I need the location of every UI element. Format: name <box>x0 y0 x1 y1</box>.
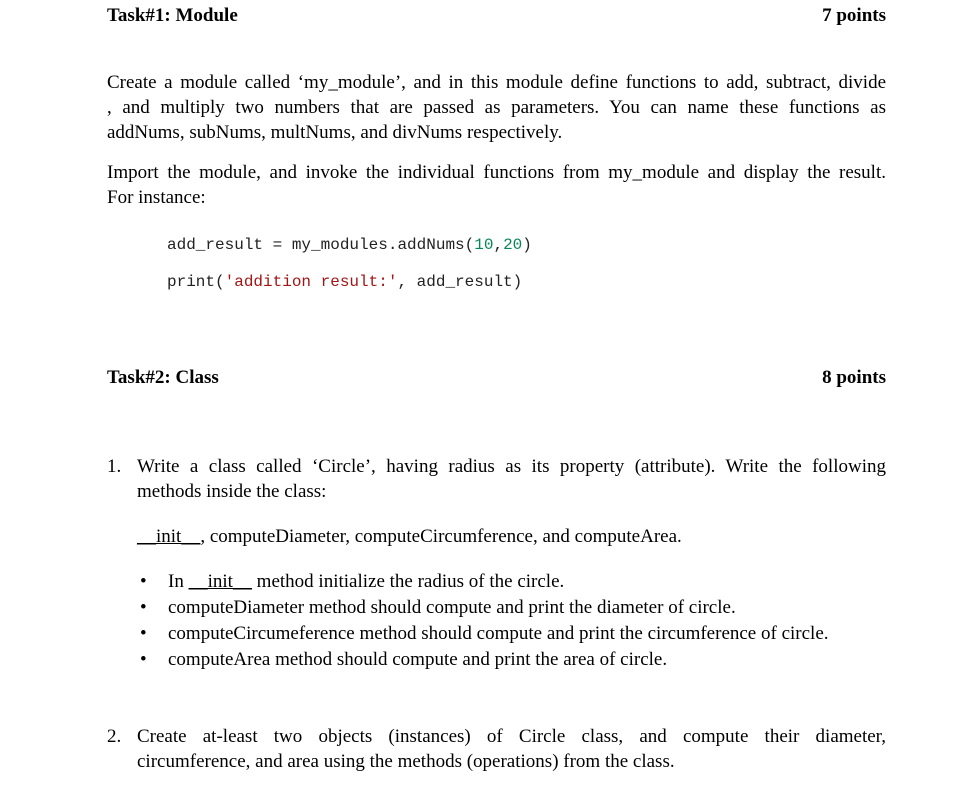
code-line-2 <box>167 272 522 292</box>
bullet-text: computeArea method should compute and print the area of circle. <box>168 649 668 670</box>
code-line-1 <box>167 235 532 255</box>
item1-number: 1. <box>107 456 122 477</box>
item2-line2: circumference, and area using the methods (operations) from the class. <box>137 751 675 772</box>
task1-instr-line1: Import the module, and invoke the individual functions from my_module and display the result. <box>107 162 886 183</box>
task2-title: Task#2: Class <box>107 367 219 388</box>
bullet-item <box>140 595 829 621</box>
task1-description <box>107 70 886 145</box>
code-string-literal: 'addition result:' <box>224 273 398 291</box>
bullet-item <box>140 621 829 647</box>
method-list-rest: , computeDiameter, computeCircumference, and computeArea. <box>200 526 682 547</box>
code-comma: , <box>493 236 504 254</box>
code-close-paren: ) <box>522 236 532 254</box>
bullet-text: In __init__ method initialize the radius of the circle. <box>168 571 565 592</box>
bullet-text: computeCircumeference method should compute and print the circumference of circle. <box>168 623 829 644</box>
item1-text <box>137 454 886 504</box>
task1-desc-line1: Create a module called ‘my_module’, and in this module define functions to add, subtract, divide <box>107 72 886 93</box>
task2-points: 8 points <box>822 367 886 388</box>
code-arg2: 20 <box>503 236 523 254</box>
method-list <box>137 524 682 549</box>
task1-instructions <box>107 160 886 210</box>
code-arg1: 10 <box>474 236 494 254</box>
bullet-text: computeDiameter method should compute and print the diameter of circle. <box>168 597 736 618</box>
bullet-item <box>140 569 829 595</box>
task1-desc-line3: addNums, subNums, multNums, and divNums respectively. <box>107 122 563 143</box>
item1-line2: methods inside the class: <box>137 481 327 502</box>
bullet-icon: • <box>140 597 147 618</box>
item2-text <box>137 724 886 774</box>
code-print-call: print( <box>167 273 225 291</box>
bullet-icon: • <box>140 571 147 592</box>
bullet-list <box>140 569 829 673</box>
item2-line1: Create at-least two objects (instances) of Circle class, and compute their diameter, <box>137 726 886 747</box>
task1-desc-line2: , and multiply two numbers that are passed as parameters. You can name these functions as <box>107 97 886 118</box>
task1-points: 7 points <box>822 5 886 26</box>
bullet-icon: • <box>140 623 147 644</box>
task1-title: Task#1: Module <box>107 5 238 26</box>
task1-instr-line2: For instance: <box>107 187 206 208</box>
bullet-item <box>140 647 829 673</box>
item2-number: 2. <box>107 726 122 747</box>
bullet-icon: • <box>140 649 147 670</box>
item1-line1: Write a class called ‘Circle’, having radius as its property (attribute). Write the following <box>137 456 886 477</box>
code-assign: add_result = my_modules.addNums( <box>167 236 475 254</box>
code-print-args: , add_result) <box>397 273 523 291</box>
init-method-name: __init__ <box>137 526 201 547</box>
